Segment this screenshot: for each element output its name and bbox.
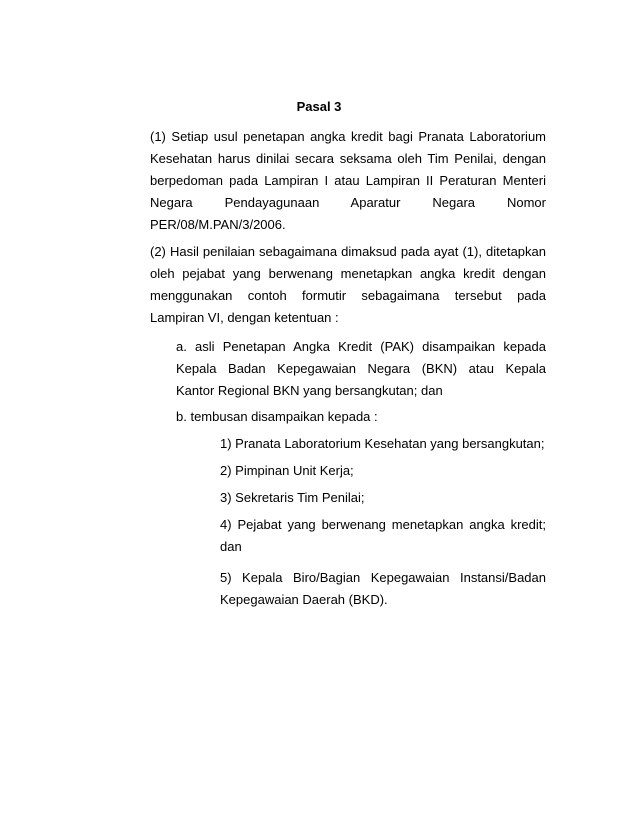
- item-a-line-1: a. asli Penetapan Angka Kredit (PAK) disampaikan kepada: [176, 339, 546, 354]
- item-a-line-3: Kantor Regional BKN yang bersangkutan; dan: [176, 383, 443, 398]
- item-a-line-2: Kepala Badan Kepegawaian Negara (BKN) atau Kepala: [176, 361, 546, 376]
- sub-item-4: [220, 514, 546, 558]
- sub-item-3: [220, 487, 546, 509]
- sub-item-5: [220, 567, 546, 611]
- sub-item-4-line-1: 4) Pejabat yang berwenang menetapkan angka kredit;: [220, 517, 546, 532]
- sub-item-3-text: 3) Sekretaris Tim Penilai;: [220, 490, 365, 505]
- sub-item-5-line-1: 5) Kepala Biro/Bagian Kepegawaian Instansi/Badan: [220, 570, 546, 585]
- sub-item-1-text: 1) Pranata Laboratorium Kesehatan yang bersangkutan;: [220, 436, 545, 451]
- paragraph-1: [150, 126, 546, 236]
- paragraph-1-line-5: PER/08/M.PAN/3/2006.: [150, 217, 286, 232]
- sub-item-5-line-2: Kepegawaian Daerah (BKD).: [220, 592, 388, 607]
- item-b-line-1: b. tembusan disampaikan kepada :: [176, 409, 378, 424]
- paragraph-2-line-2: oleh pejabat yang berwenang menetapkan angka kredit dengan: [150, 266, 546, 281]
- paragraph-2-line-1: (2) Hasil penilaian sebagaimana dimaksud pada ayat (1), ditetapkan: [150, 244, 546, 259]
- paragraph-2: [150, 241, 546, 329]
- page-title: Pasal 3: [296, 99, 342, 114]
- paragraph-1-line-1: (1) Setiap usul penetapan angka kredit bagi Pranata Laboratorium: [150, 129, 546, 144]
- paragraph-2-line-3: menggunakan contoh formutir sebagaimana tersebut pada: [150, 288, 546, 303]
- paragraph-1-line-2: Kesehatan harus dinilai secara seksama oleh Tim Penilai, dengan: [150, 151, 546, 166]
- sub-item-4-line-2: dan: [220, 539, 242, 554]
- sub-item-1: [220, 433, 546, 455]
- paragraph-1-line-3: berpedoman pada Lampiran I atau Lampiran II Peraturan Menteri: [150, 173, 546, 188]
- sub-item-2-text: 2) Pimpinan Unit Kerja;: [220, 463, 354, 478]
- list-item-a: [176, 336, 546, 402]
- list-item-b: [176, 406, 546, 428]
- sub-item-2: [220, 460, 546, 482]
- paragraph-1-line-4: Negara Pendayagunaan Aparatur Negara Nomor: [150, 195, 546, 210]
- paragraph-2-line-4: Lampiran VI, dengan ketentuan :: [150, 310, 339, 325]
